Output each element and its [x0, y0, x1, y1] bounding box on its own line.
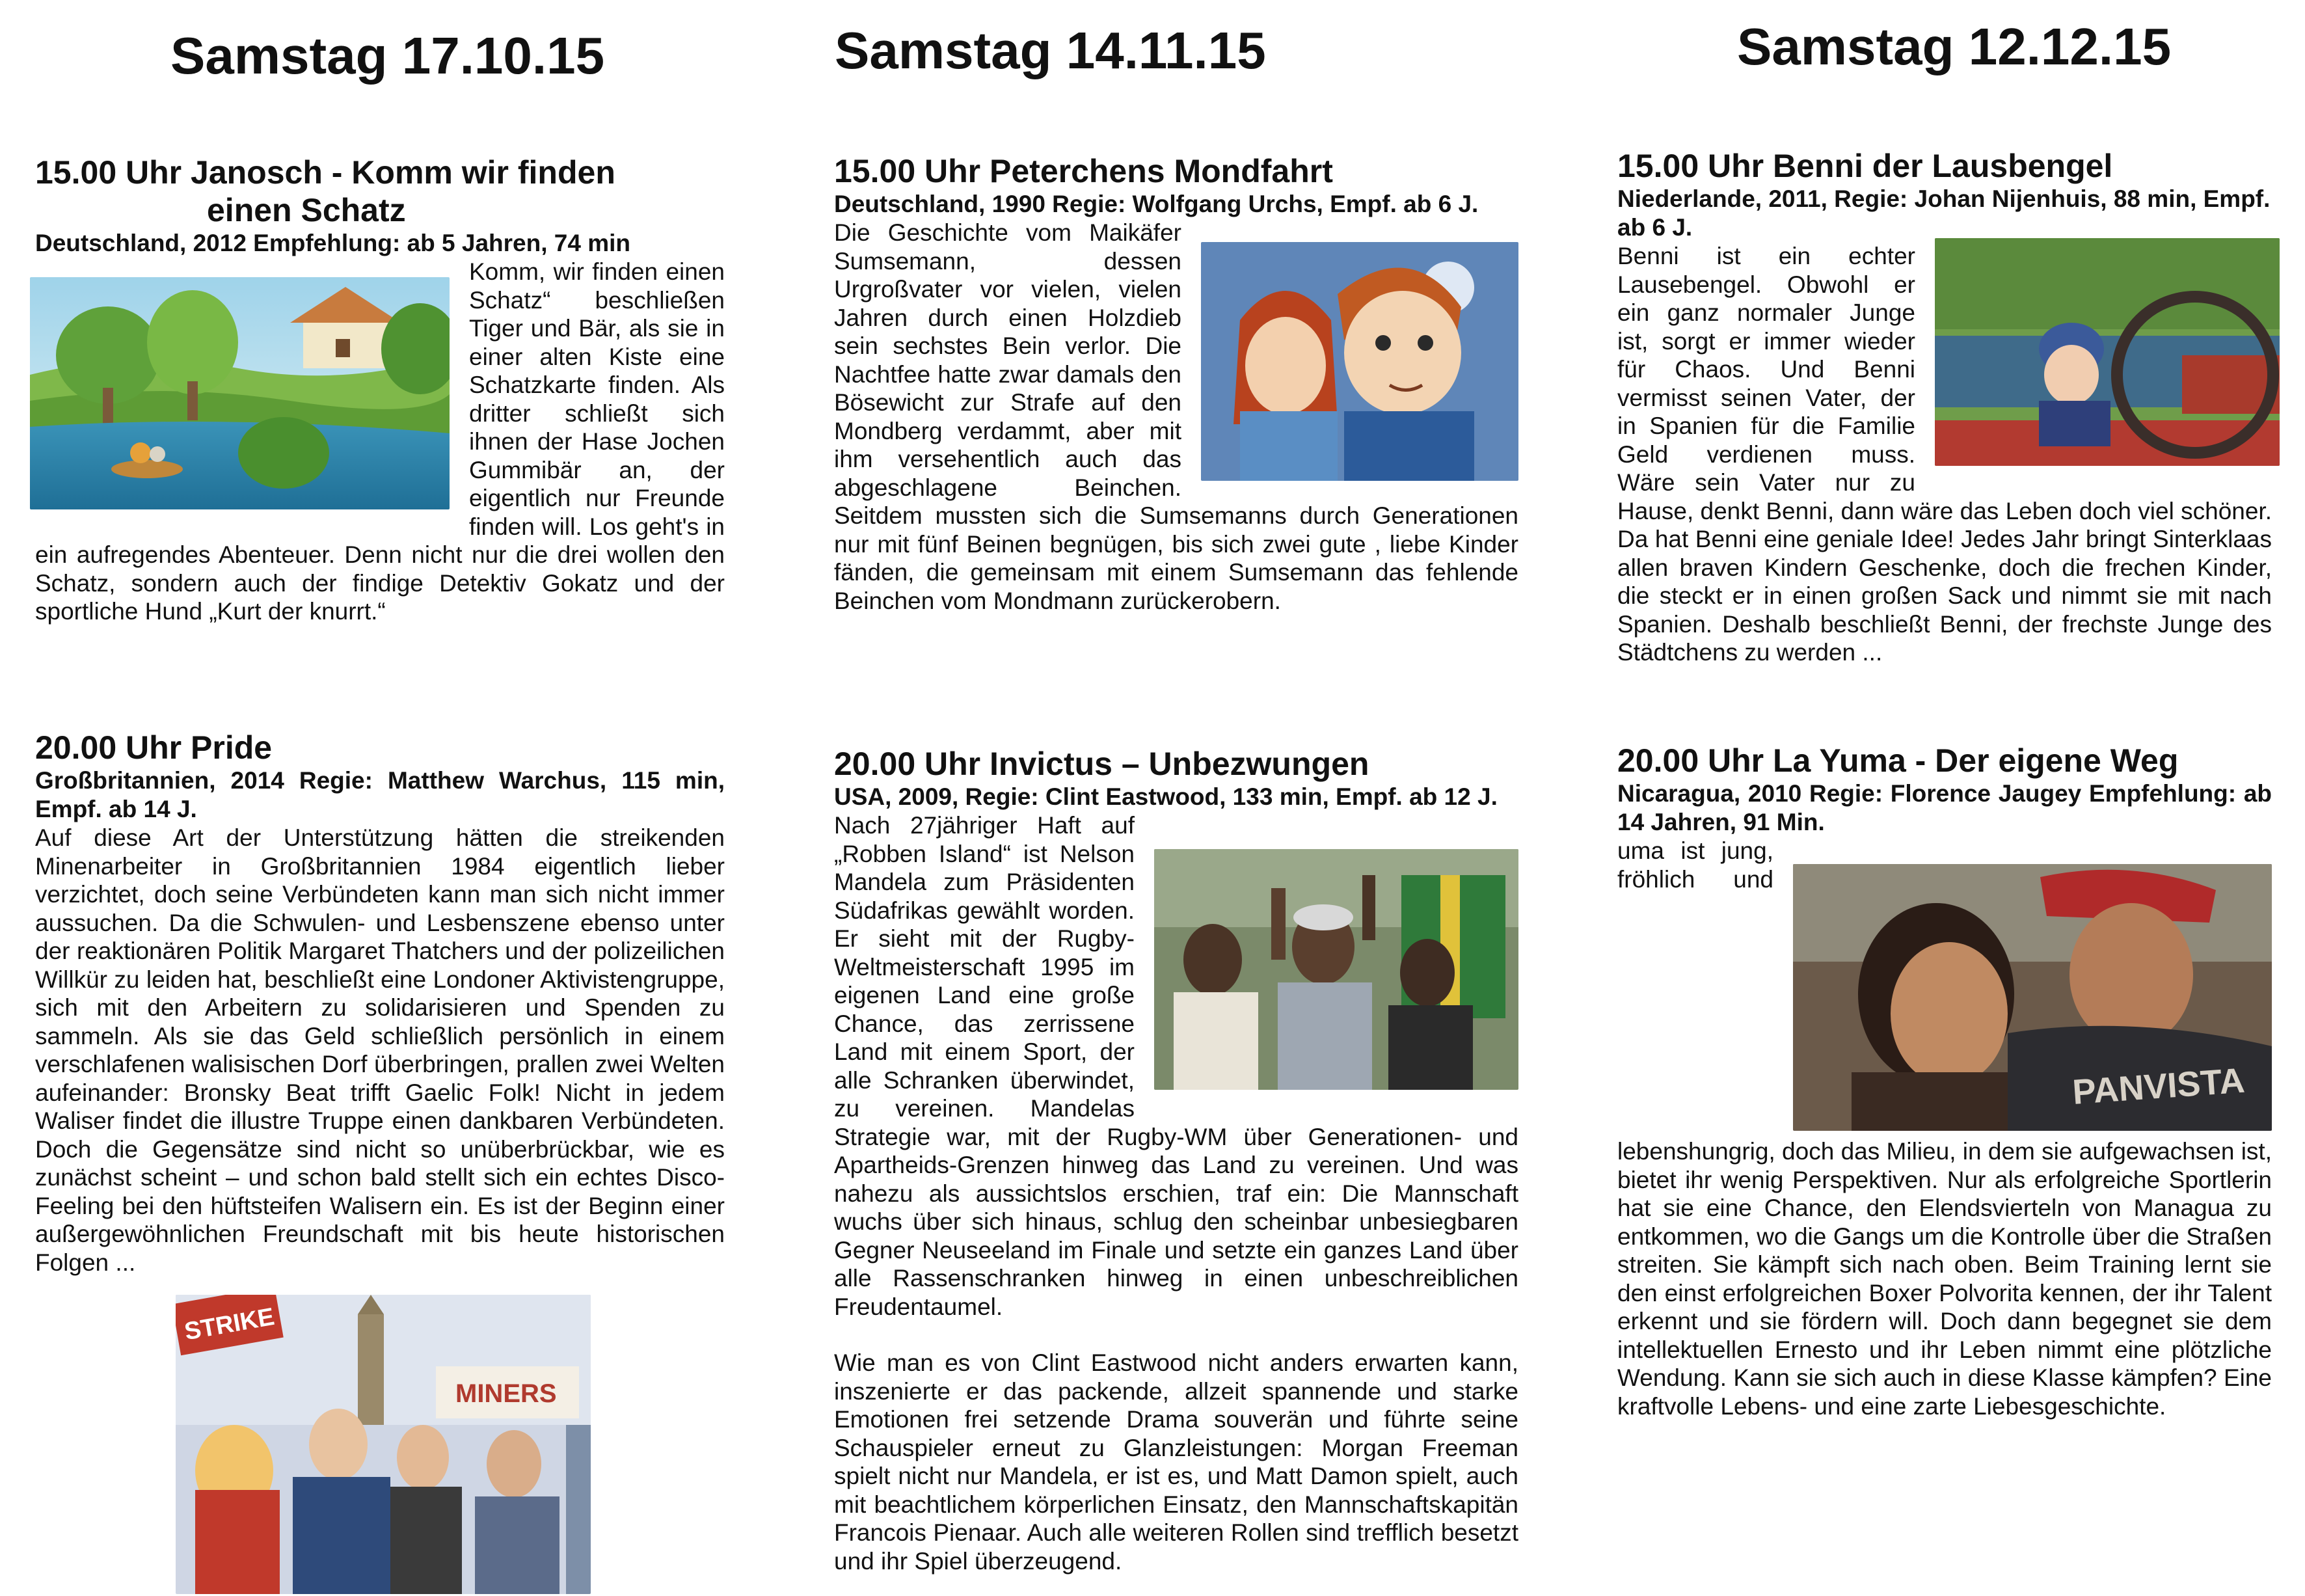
film-still-benni: [1935, 238, 2280, 466]
shirt-print-text: PANVISTA: [2071, 1061, 2246, 1113]
event-meta: Deutschland, 2012 Empfehlung: ab 5 Jahren, 74 min: [35, 230, 630, 256]
event-title: 15.00 Uhr Peterchens Mondfahrt: [834, 153, 1333, 189]
film-still-peterchen: [1201, 242, 1518, 481]
film-still-pride: [176, 1295, 591, 1594]
day-heading-3: Samstag 12.12.15: [1737, 18, 2172, 75]
event-description: Benni ist ein echter Lausebengel. Obwohl er ein ganz normaler Junge ist, sorgt er immer wieder für Chaos. Und Benni vermisst seinen Vater, der in Spanien für die Familie Geld verdienen muss. Wäre sein Vater nur zu Hause, denkt Benni, dann wäre das Leben doch viel schöner. Da hat Benni eine geniale Idee! Jedes Jahr bringt Sinterklaas allen braven Kindern Geschenke, doch die frechen Kinder, die steckt er in einen großen Sack und nimmt sie mit nach Spanien. Deshalb beschließt Benni, der frechste Junge des Städtchens zu werden ...: [1617, 243, 2272, 666]
event-title: 20.00 Uhr La Yuma - Der eigene Weg: [1617, 742, 2179, 779]
event-la-yuma: [1617, 742, 2272, 1420]
event-title: 15.00 Uhr Benni der Lausbengel: [1617, 148, 2113, 184]
event-title: 15.00 Uhr Janosch - Komm wir finden: [35, 154, 615, 191]
event-pride: [35, 729, 725, 1594]
day-heading-2: Samstag 14.11.15: [835, 21, 1266, 79]
event-meta: Niederlande, 2011, Regie: Johan Nijenhuis, 88 min, Empf. ab 6 J.: [1617, 185, 2271, 241]
event-description: Die Geschichte vom Maikäfer Sumsemann, dessen Urgroßvater vor vielen, vielen Jahren durch einen Holzdieb sein sechstes Bein verlor. Die Nachtfee hatte zwar damals den Bösewicht zur Strafe auf den Mondberg verdammt, aber mit ihm versehentlich auch das abgeschlagene Beinchen. Seitdem mussten sich die Sumsemanns durch Generationen nur mit fünf Beinen begnügen, bis sich zwei gute , liebe Kinder fänden, die gemeinsam mit einem Sumsemann das fehlende Beinchen vom Mondmann zurückerobern.: [834, 219, 1518, 614]
day-heading-1: Samstag 17.10.15: [170, 27, 605, 85]
event-title: 20.00 Uhr Invictus – Unbezwungen: [834, 746, 1369, 782]
poster-sign-text: STRIKE: [182, 1303, 276, 1346]
film-still-invictus: [1154, 849, 1518, 1090]
event-description: Komm, wir finden einen Schatz“ beschließen Tiger und Bär, als sie in einer alten Kiste eine Schatzkarte finden. Als dritter schließt sich ihnen der Hase Jochen Gummibär an, der eigentlich nur Freunde finden will. Los geht's in ein aufregendes Abenteuer. Denn nicht nur die drei wollen den Schatz, sondern auch der findige Detektiv Gokatz und der sportliche Hund „Kurt der knurrt.“: [35, 258, 725, 625]
film-still-janosch: [30, 277, 450, 509]
event-meta: USA, 2009, Regie: Clint Eastwood, 133 min, Empf. ab 12 J.: [834, 783, 1498, 810]
event-description-2: Wie man es von Clint Eastwood nicht anders erwarten kann, inszenierte er das packende, allzeit spannende und starke Emotionen frei setzende Drama souverän und führte seine Schauspieler erneut zu Glanzleistungen: Morgan Freeman spielt nicht nur Mandela, er ist es, und Matt Damon spielt, auch mit beachtlichem körperlichen Einsatz, den Mannschaftskapitän Francois Pienaar. Auch alle weiteren Rollen sind trefflich besetzt und ihr Spiel überzeugend.: [834, 1349, 1518, 1575]
event-title-continued: einen Schatz: [207, 192, 406, 228]
event-meta: Nicaragua, 2010 Regie: Florence Jaugey Empfehlung: ab 14 Jahren, 91 Min.: [1617, 780, 2272, 835]
event-benni: [1617, 147, 2272, 667]
banner-text: MINERS: [455, 1379, 557, 1408]
event-meta: Großbritannien, 2014 Regie: Matthew Warchus, 115 min, Empf. ab 14 J.: [35, 767, 725, 822]
event-description: Auf diese Art der Unterstützung hätten die streikenden Minenarbeiter in Großbritannien 1984 eigentlich lieber verzichtet, doch seine Verbündeten kann man sich nicht immer aussuchen. Da die Schwulen- und Lesbenszene ebenso unter der reaktionären Politik Margaret Thatchers und der polizeilichen Willkür zu leiden hat, beschließt eine Londoner Aktivistengruppe, sich mit den Arbeitern zu solidarisieren und Spenden zu sammeln. Als sie das Geld schließlich persönlich in einem verschlafenen walisischen Dorf überbringen, prallen zwei Welten aufeinander: Bronsky Beat trifft Gaelic Folk! Nicht in jedem Waliser findet die illustre Truppe einen dankbaren Verbündeten. Doch die Gegensätze sind nicht so unüberbrückbar, wie es zunächst scheint – und schon bald stellt sich ein echtes Disco-Feeling bei den hüftsteifen Walisern ein. Es ist der Beginn einer außergewöhnlichen Freundschaft mit bis heute historischen Folgen ...: [35, 824, 725, 1276]
event-janosch: [35, 154, 725, 626]
event-meta: Deutschland, 1990 Regie: Wolfgang Urchs, Empf. ab 6 J.: [834, 191, 1479, 217]
film-still-la-yuma: [1793, 864, 2272, 1131]
event-peterchens-mondfahrt: [834, 152, 1518, 615]
event-invictus: [834, 745, 1518, 1575]
event-title: 20.00 Uhr Pride: [35, 729, 273, 766]
event-description: Nach 27jähriger Haft auf „Robben Island“ ist Nelson Mandela zum Präsidenten Südafrikas gewählt worden. Er sieht mit der Rugby-Weltmeisterschaft 1995 im eigenen Land eine große Chance, das zerrissene Land mit einem Sport, der alle Schranken überwindet, zu vereinen. Mandelas Strategie war, mit der Rugby-WM über Generationen- und Apartheids-Grenzen hinweg das Land zu vereinen. Und was nahezu als aussichtslos erschien, traf ein: Die Mannschaft wuchs über sich hinaus, schlug den scheinbar unbesiegbaren Gegner Neuseeland im Finale und setzte ein ganzes Land über alle Rassenschranken hinweg in einen unbeschreiblichen Freudentaumel.: [834, 812, 1518, 1320]
event-description: uma ist jung, fröhlich und lebenshungrig, doch das Milieu, in dem sie aufgewachsen ist, bietet ihr wenig Perspektiven. Nur als erfolgreiche Sportlerin hat sie eine Chance, den Elendsvierteln von Managua zu entkommen, wo die Gangs um die Kontrolle über die Straßen streiten. Sie kämpft sich nach oben. Beim Training lernt sie den einst erfolgreichen Boxer Polvorita kennen, der ihr Talent erkennt und sie fördern will. Doch dann begegnet sie dem intellektuellen Ernesto und ihr Leben nimmt eine plötzliche Wendung. Kann sie sich auch in diese Klasse kämpfen? Eine kraftvolle Lebens- und eine zarte Liebesgeschichte.: [1617, 837, 2272, 1420]
